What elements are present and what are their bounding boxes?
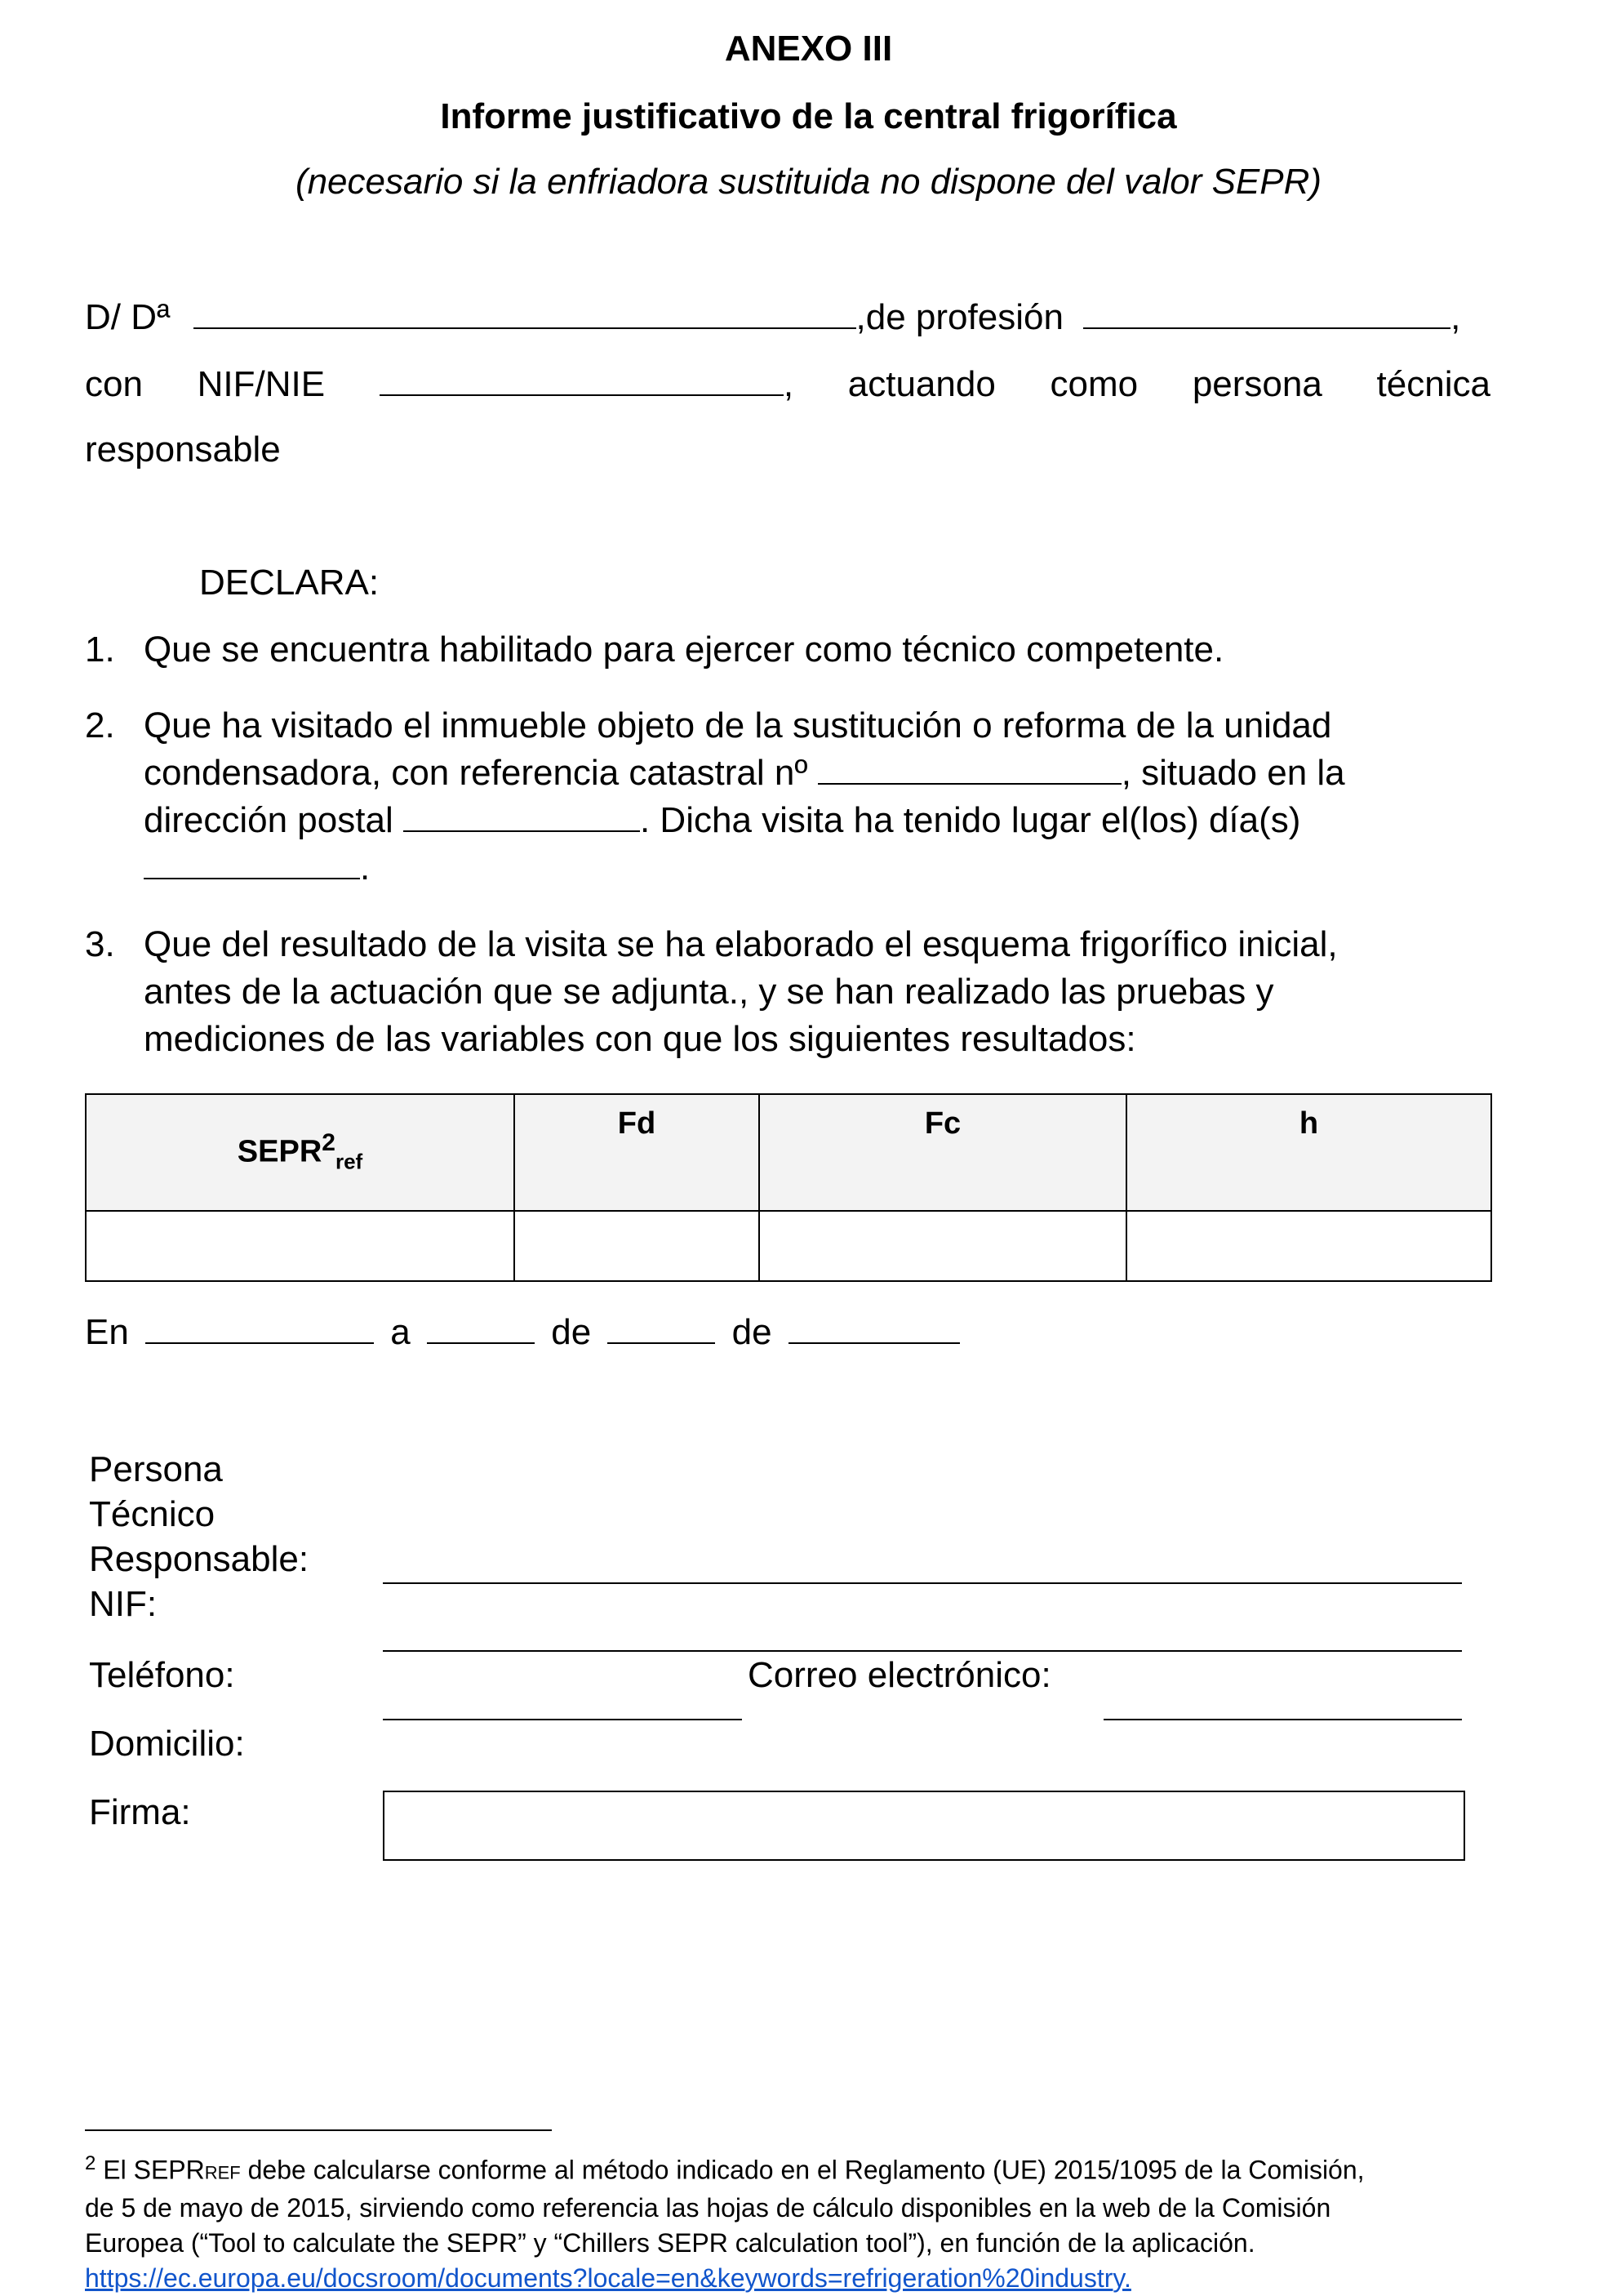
en-label: En	[85, 1312, 129, 1352]
como-word: como	[1050, 364, 1139, 404]
nif-nie-label: NIF/NIE	[197, 364, 326, 404]
profession-label: ,de profesión	[855, 297, 1064, 337]
de-label: de	[731, 1312, 772, 1352]
sepr-ref-cell[interactable]	[86, 1211, 514, 1281]
item-3-line-1: Que del resultado de la visita se ha elaborado el esquema frigorífico inicial,	[144, 924, 1338, 964]
month-field[interactable]	[607, 1311, 715, 1344]
postal-label: dirección postal	[144, 800, 393, 840]
item-number: 2.	[85, 705, 115, 745]
item-number: 1.	[85, 630, 115, 670]
item-2-line-2	[144, 750, 1490, 797]
nif-field[interactable]	[380, 363, 784, 396]
responsable-label: Responsable:	[89, 1539, 309, 1579]
con-word: con	[85, 364, 143, 404]
visit-date-field[interactable]	[144, 847, 360, 879]
item-number: 3.	[85, 924, 115, 964]
telefono-field[interactable]	[383, 1719, 742, 1720]
fc-cell[interactable]	[759, 1211, 1126, 1281]
name-field[interactable]	[193, 296, 856, 329]
tecnica-word: técnica	[1376, 364, 1490, 404]
catastral-label: condensadora, con referencia catastral nº	[144, 753, 808, 793]
annex-title: ANEXO III	[724, 29, 893, 69]
intro-line-nif	[85, 361, 1490, 408]
responsable-word: responsable	[85, 429, 281, 469]
nif-group	[380, 361, 793, 408]
a-label: a	[390, 1312, 411, 1352]
declara-heading: DECLARA:	[199, 563, 380, 603]
signature-box[interactable]	[383, 1791, 1465, 1861]
footnote-line-2: de 5 de mayo de 2015, sirviendo como referencia las hojas de cálculo disponibles en la web de la Comisión	[85, 2192, 1331, 2223]
day-field[interactable]	[427, 1311, 535, 1344]
tecnico-label: Técnico	[89, 1494, 215, 1534]
correo-field[interactable]	[1104, 1719, 1462, 1720]
item-text: Que se encuentra habilitado para ejercer como técnico competente.	[144, 630, 1224, 670]
h-cell[interactable]	[1126, 1211, 1491, 1281]
declaration-item-3	[85, 921, 1490, 1068]
de-label: de	[551, 1312, 592, 1352]
table-row	[86, 1211, 1491, 1281]
visit-text: . Dicha visita ha tenido lugar el(los) día(s)	[639, 800, 1301, 840]
results-table	[85, 1093, 1492, 1282]
nif-label: NIF:	[89, 1584, 158, 1624]
item-text	[144, 921, 1490, 1063]
place-field[interactable]	[145, 1311, 374, 1344]
nif-signature-field[interactable]	[383, 1650, 1462, 1652]
item-3-line-3: mediciones de las variables con que los siguientes resultados:	[144, 1019, 1136, 1059]
persona-label: Persona	[89, 1449, 223, 1489]
footnote-marker: 2	[85, 2152, 96, 2174]
date-line	[85, 1309, 960, 1356]
d-da-label: D/ Dª	[85, 297, 171, 337]
situado-text: , situado en la	[1121, 753, 1345, 793]
item-2-line-1: Que ha visitado el inmueble objeto de la sustitución o reforma de la unidad	[144, 705, 1332, 745]
postal-address-field[interactable]	[403, 799, 640, 832]
sepr-ref-header: $SEPR^2_{ref}$	[86, 1094, 514, 1211]
report-note: (necesario si la enfriadora sustituida no dispone del valor SEPR)	[295, 162, 1322, 202]
period-text: .	[360, 848, 371, 888]
correo-label: Correo electrónico:	[748, 1655, 1051, 1695]
comma-text: ,	[1450, 297, 1461, 337]
item-2-line-3	[144, 797, 1490, 844]
telefono-label: Teléfono:	[89, 1655, 235, 1695]
profession-field[interactable]	[1083, 296, 1450, 329]
catastral-reference-field[interactable]	[818, 752, 1122, 785]
item-2-line-4	[144, 844, 1490, 892]
h-header: h	[1126, 1094, 1491, 1211]
footnote-line-3: Europea (“Tool to calculate the SEPR” y “Chillers SEPR calculation tool”), en función de la aplicación.	[85, 2227, 1255, 2258]
table-header-row	[86, 1094, 1491, 1211]
item-3-line-2: antes de la actuación que se adjunta., y se han realizado las pruebas y	[144, 972, 1274, 1012]
firma-label: Firma:	[89, 1792, 191, 1832]
year-field[interactable]	[789, 1311, 960, 1344]
report-title: Informe justificativo de la central frigorífica	[440, 96, 1177, 136]
persona-word: persona	[1192, 364, 1322, 404]
responsable-field[interactable]	[383, 1582, 1462, 1584]
footnote-line-4	[85, 2261, 1490, 2296]
footnote-divider	[85, 2129, 552, 2131]
item-text	[144, 702, 1490, 892]
docsroom-link[interactable]: https://ec.europa.eu/docsroom/documents?locale=en&keywords=refrigeration%20industry.	[85, 2263, 1131, 2293]
fc-header: Fc	[759, 1094, 1126, 1211]
domicilio-label: Domicilio:	[89, 1724, 245, 1764]
fd-header: Fd	[514, 1094, 759, 1211]
actuando-word: actuando	[847, 364, 996, 404]
intro-line-name	[85, 294, 1490, 341]
footnote	[85, 2146, 1490, 2296]
fd-cell[interactable]	[514, 1211, 759, 1281]
comma-text: ,	[783, 364, 794, 404]
footnote-line-1: $^2$ El SEPRREF debe calcularse conforme al método indicado en el Reglamento (UE) 2015/1095 de la Comisión,	[85, 2152, 1365, 2185]
declaration-item-2	[85, 702, 1490, 898]
